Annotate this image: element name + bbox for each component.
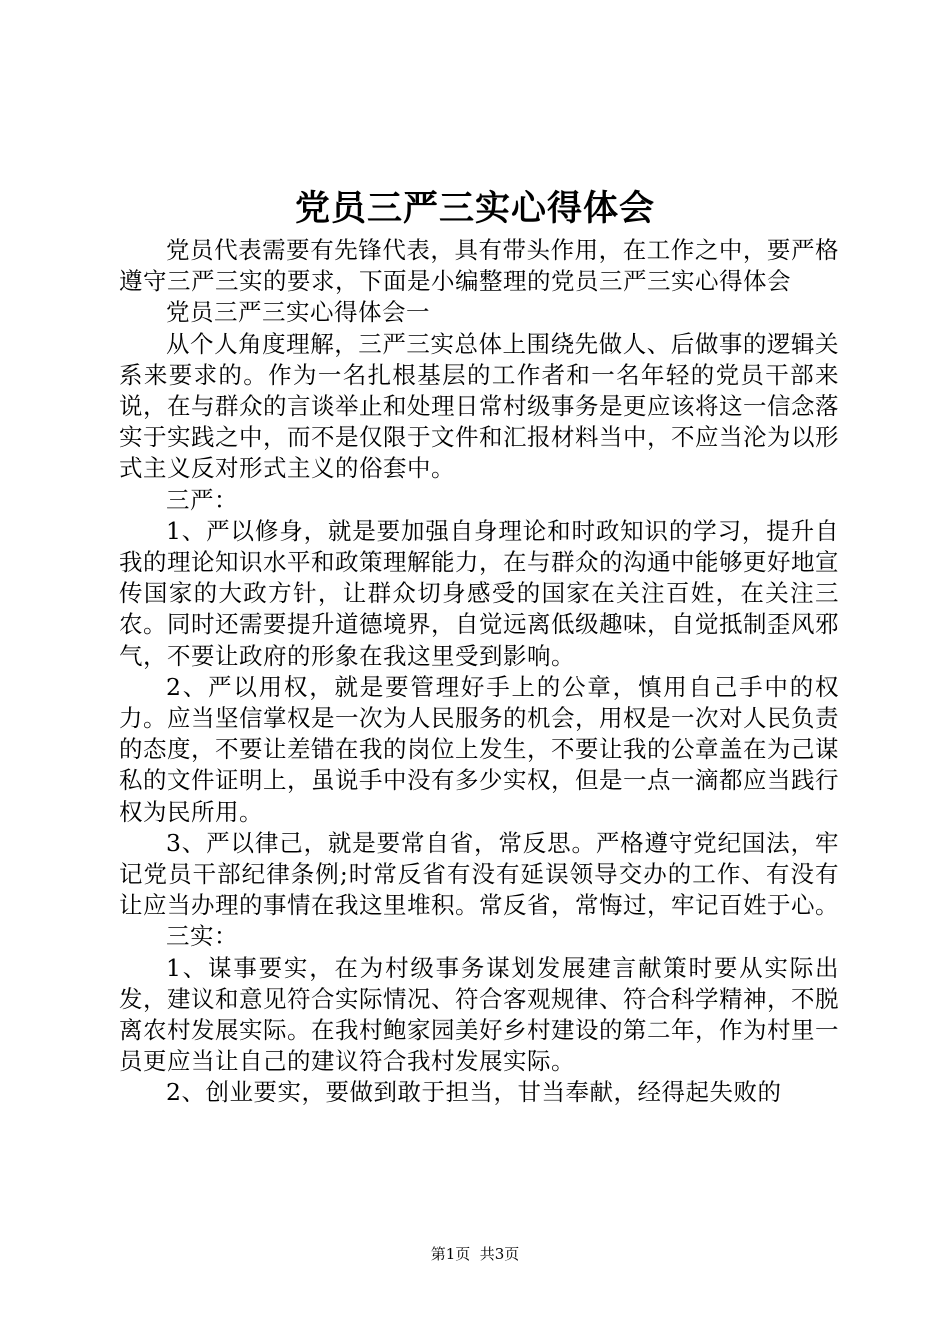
section-heading: 党员三严三实心得体会一 [166,298,430,327]
body-paragraph: 3、严以律己，就是要常自省，常反思。严格遵守党纪国法，牢记党员干部纪律条例;时常反省有没有延误领导交办的工作、有没有让应当办理的事情在我这里堆积。常反省，常悔过，牢记百姓于心。 [119,828,839,920]
body-paragraph: 1、严以修身，就是要加强自身理论和时政知识的学习，提升自我的理论知识水平和政策理解能力，在与群众的沟通中能够更好地宣传国家的大政方针，让群众切身感受的国家在关注百姓，在关注三农。同时还需要提升道德境界，自觉远离低级趣味，自觉抵制歪风邪气，不要让政府的形象在我这里受到影响。 [119,516,839,670]
body-paragraph: 从个人角度理解，三严三实总体上围绕先做人、后做事的逻辑关系来要求的。作为一名扎根基层的工作者和一名年轻的党员干部来说，在与群众的言谈举止和处理日常村级事务是更应该将这一信念落实于实践之中，而不是仅限于文件和汇报材料当中，不应当沦为以形式主义反对形式主义的俗套中。 [119,329,839,483]
page-number: 第1页 共3页 [430,1245,520,1263]
intro-paragraph: 党员代表需要有先锋代表，具有带头作用，在工作之中，要严格遵守三严三实的要求，下面是小编整理的党员三严三实心得体会 [119,236,839,296]
body-paragraph: 2、严以用权，就是要管理好手上的公章，慎用自己手中的权力。应当坚信掌权是一次为人民服务的机会，用权是一次对人民负责的态度，不要让差错在我的岗位上发生，不要让我的公章盖在为己谋私的文件证明上，虽说手中没有多少实权，但是一点一滴都应当践行权为民所用。 [119,672,839,826]
body-paragraph: 2、创业要实，要做到敢于担当，甘当奉献，经得起失败的 [166,1078,782,1107]
subsection-heading: 三实： [166,922,238,951]
page-footer [0,1243,950,1265]
document-title: 党员三严三实心得体会 [294,188,655,229]
document-body [119,235,839,1109]
subsection-heading: 三严： [166,485,238,514]
body-paragraph: 1、谋事要实，在为村级事务谋划发展建言献策时要从实际出发，建议和意见符合实际情况、符合客观规律、符合科学精神，不脱离农村发展实际。在我村鲍家园美好乡村建设的第二年，作为村里一员更应当让自己的建议符合我村发展实际。 [119,953,839,1076]
